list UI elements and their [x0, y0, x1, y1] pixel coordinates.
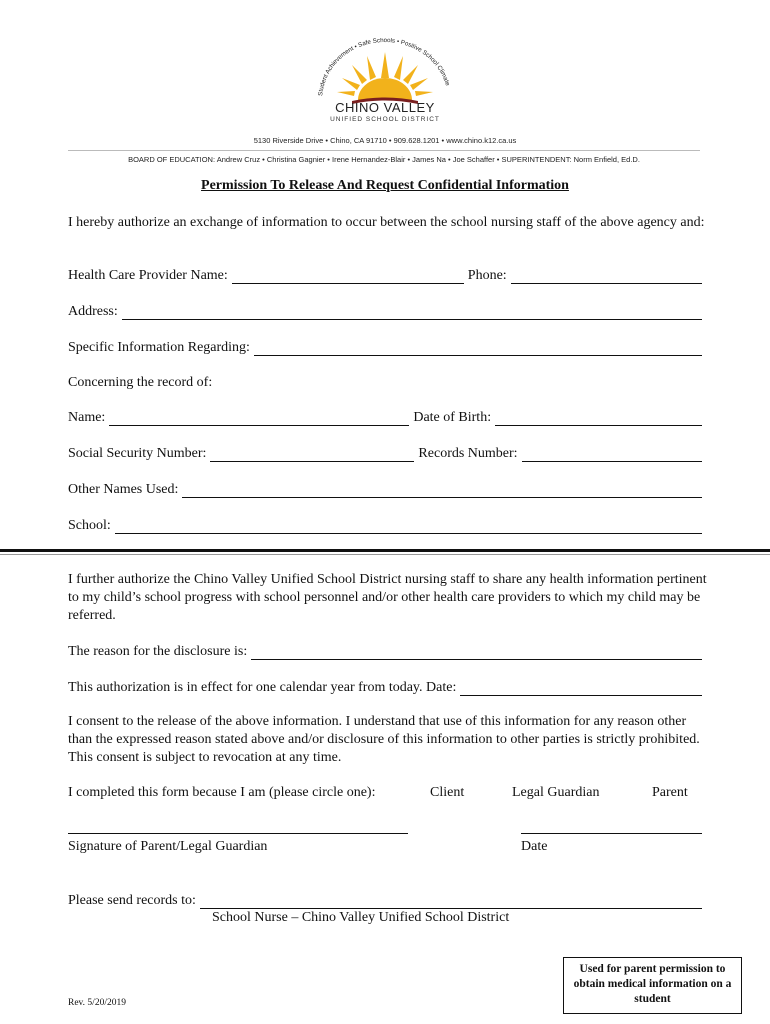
signature-date-field[interactable]	[521, 833, 702, 834]
other-names-row	[68, 478, 702, 498]
usage-note: Used for parent permission to obtain medical information on a student	[573, 963, 732, 1005]
option-client[interactable]: Client	[430, 785, 465, 800]
send-row	[68, 889, 702, 909]
board-label: BOARD OF EDUCATION:	[128, 155, 216, 164]
concerning-label: Concerning the record of:	[68, 375, 213, 390]
further-authorize-text: I further authorize the Chino Valley Unified School District nursing staff to share any health information pertinent to my child’s school progress with school personnel and/or other health care providers to which my child may be referred.	[68, 572, 707, 623]
option-legal-guardian[interactable]: Legal Guardian	[512, 785, 600, 800]
other-names-field[interactable]	[182, 483, 702, 498]
phone-label: Phone:	[467, 268, 507, 283]
intro-text: I hereby authorize an exchange of information to occur between the school nursing staff of the above agency and:	[68, 215, 705, 230]
send-label: Please send records to:	[68, 893, 196, 908]
name-label: Name:	[68, 410, 106, 425]
consent-text: I consent to the release of the above information. I understand that use of this information for any reason other than the expressed reason stated above and/or disclosure of this information to other parties is strictly prohibited. This consent is subject to revocation at any time.	[68, 714, 700, 765]
provider-row	[68, 264, 702, 284]
send-records-value: School Nurse – Chino Valley Unified School District	[212, 910, 510, 925]
revision-date: Rev. 5/20/2019	[68, 998, 126, 1008]
district-subtitle: UNIFIED SCHOOL DISTRICT	[330, 116, 440, 123]
section-divider-shadow	[0, 554, 770, 555]
address-field[interactable]	[122, 305, 702, 320]
form-title: Permission To Release And Request Confidential Information	[201, 178, 569, 193]
reason-row	[68, 640, 702, 660]
signature-date-label: Date	[521, 839, 548, 854]
provider-name-field[interactable]	[232, 269, 464, 284]
other-names-label: Other Names Used:	[68, 482, 179, 497]
records-number-field[interactable]	[522, 447, 702, 462]
signature-field[interactable]	[68, 833, 408, 834]
section-divider	[0, 549, 770, 552]
name-row	[68, 406, 702, 426]
records-label: Records Number:	[418, 446, 518, 461]
completed-label: I completed this form because I am (please circle one):	[68, 785, 376, 800]
name-field[interactable]	[109, 411, 409, 426]
effect-label: This authorization is in effect for one calendar year from today. Date:	[68, 680, 457, 695]
reason-field[interactable]	[251, 645, 702, 660]
effect-date-field[interactable]	[460, 681, 702, 696]
phone-field[interactable]	[511, 269, 702, 284]
specific-row	[68, 336, 702, 356]
header-rule	[68, 150, 700, 151]
board-line	[68, 155, 700, 164]
school-field[interactable]	[115, 519, 702, 534]
school-row	[68, 514, 702, 534]
effect-row	[68, 676, 702, 696]
dob-label: Date of Birth:	[413, 410, 492, 425]
superintendent-name: Norm Enfield, Ed.D.	[573, 155, 640, 164]
address-label: Address:	[68, 304, 118, 319]
option-parent[interactable]: Parent	[652, 785, 688, 800]
reason-label: The reason for the disclosure is:	[68, 644, 248, 659]
address-row	[68, 300, 702, 320]
provider-label: Health Care Provider Name:	[68, 268, 228, 283]
sun-icon	[337, 52, 433, 100]
board-members: Andrew Cruz • Christina Gagnier • Irene Hernandez-Blair • James Na • Joe Schaffer •	[216, 155, 500, 164]
district-address: 5130 Riverside Drive • Chino, CA 91710 • 909.628.1201 • www.chino.k12.ca.us	[253, 136, 517, 145]
dob-field[interactable]	[495, 411, 702, 426]
logo-motto-text: Student Achievement • Safe Schools • Positive School Climate	[317, 38, 451, 97]
district-name: CHINO VALLEY	[335, 100, 435, 115]
superintendent-label: SUPERINTENDENT:	[501, 155, 572, 164]
school-label: School:	[68, 518, 111, 533]
ssn-field[interactable]	[210, 447, 414, 462]
signature-label: Signature of Parent/Legal Guardian	[68, 839, 268, 854]
specific-info-field[interactable]	[254, 341, 702, 356]
specific-label: Specific Information Regarding:	[68, 340, 250, 355]
usage-note-box	[563, 957, 742, 1014]
send-records-field[interactable]	[200, 894, 702, 909]
ssn-label: Social Security Number:	[68, 446, 207, 461]
ssn-row	[68, 442, 702, 462]
